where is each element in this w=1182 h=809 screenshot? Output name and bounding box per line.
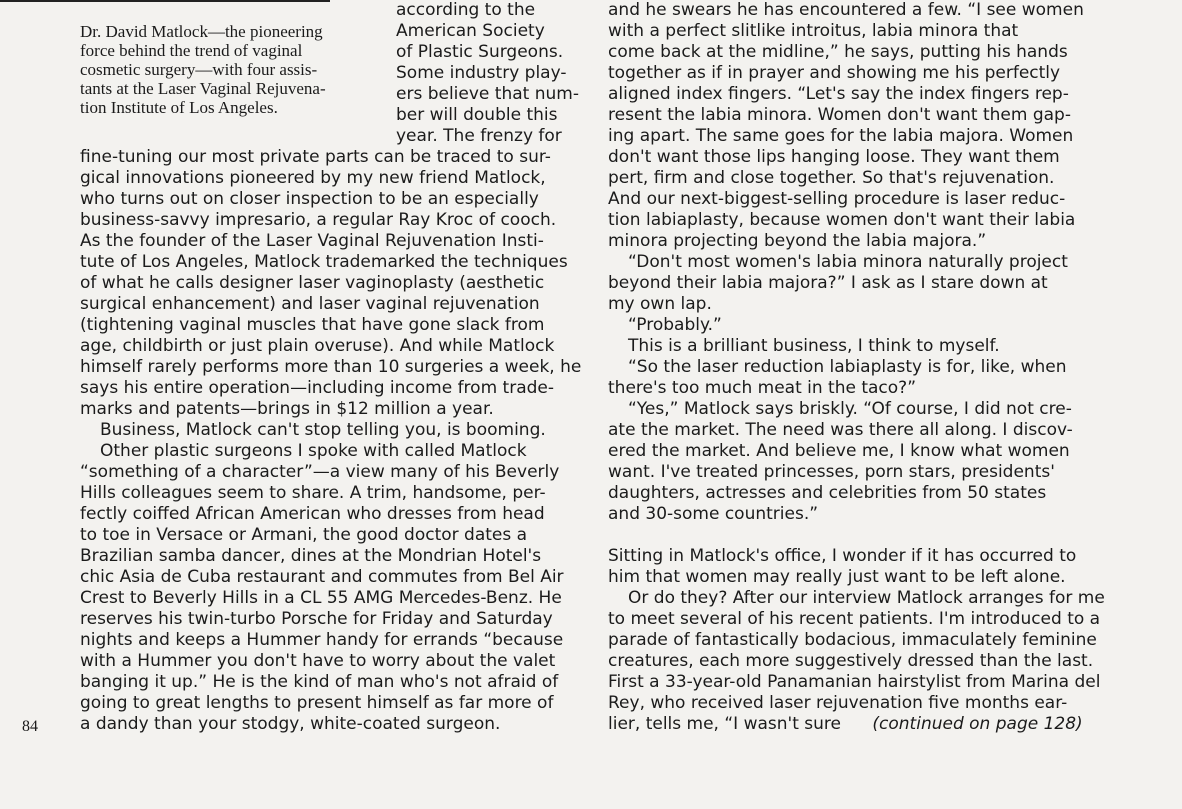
paragraph xyxy=(80,441,586,735)
text-line: to toe in Versace or Armani, the good doctor dates a xyxy=(80,525,528,545)
paragraph xyxy=(608,588,1115,714)
paragraph xyxy=(608,399,1115,525)
text-line: “something of a character”—a view many of his Beverly xyxy=(80,462,560,482)
text-line: says his entire operation—including income from trade- xyxy=(80,378,554,398)
text-line: reserves his twin-turbo Porsche for Friday and Saturday xyxy=(80,609,553,629)
text-line: “So the laser reduction labiaplasty is for, like, when xyxy=(628,357,1067,377)
paragraph xyxy=(608,252,1115,315)
top-rule xyxy=(0,0,330,2)
text-line: ate the market. The need was there all along. I discov- xyxy=(608,420,1073,440)
text-line: with a perfect slitlike introitus, labia minora that xyxy=(608,21,1019,41)
text-line: cosmetic surgery—with four assis- xyxy=(80,60,318,79)
text-line: chic Asia de Cuba restaurant and commutes from Bel Air xyxy=(80,567,564,587)
text-line: First a 33-year-old Panamanian hairstylist from Marina del xyxy=(608,672,1101,692)
section-break xyxy=(608,525,1115,546)
paragraph: This is a brilliant business, I think to myself. xyxy=(628,336,1000,356)
text-line: my own lap. xyxy=(608,294,712,314)
text-line: nights and keeps a Hummer handy for errands “because xyxy=(80,630,564,650)
paragraph: Business, Matlock can't stop telling you, is booming. xyxy=(100,420,546,440)
text-line: force behind the trend of vaginal xyxy=(80,41,303,60)
text-line: And our next-biggest-selling procedure is laser reduc- xyxy=(608,189,1066,209)
text-line: of Plastic Surgeons. xyxy=(396,42,564,62)
text-line: beyond their labia majora?” I ask as I stare down at xyxy=(608,273,1048,293)
text-line: parade of fantastically bodacious, immaculately feminine xyxy=(608,630,1097,650)
text-line: want. I've treated princesses, porn stars, presidents' xyxy=(608,462,1055,482)
text-line: Dr. David Matlock—the pioneering xyxy=(80,22,323,41)
text-line: tute of Los Angeles, Matlock trademarked the techniques xyxy=(80,252,568,272)
page-number: 84 xyxy=(22,718,38,735)
text-line: resent the labia minora. Women don't want them gap- xyxy=(608,105,1071,125)
text-line: Other plastic surgeons I spoke with called Matlock xyxy=(100,441,527,461)
text-line: tion Institute of Los Angeles. xyxy=(80,98,278,117)
text-line: don't want those lips hanging loose. They want them xyxy=(608,147,1060,167)
photo-caption xyxy=(80,22,380,117)
text-line: daughters, actresses and celebrities from 50 states xyxy=(608,483,1047,503)
text-line: surgical enhancement) and laser vaginal rejuvenation xyxy=(80,294,540,314)
text-line: ing apart. The same goes for the labia majora. Women xyxy=(608,126,1074,146)
text-line: Crest to Beverly Hills in a CL 55 AMG Mercedes-Benz. He xyxy=(80,588,562,608)
text-line: ered the market. And believe me, I know what women xyxy=(608,441,1070,461)
text-line: ers believe that num- xyxy=(396,84,579,104)
text-line: marks and patents—brings in $12 million a year. xyxy=(80,399,494,419)
text-line: and he swears he has encountered a few. “I see women xyxy=(608,0,1084,20)
text-line: pert, firm and close together. So that's rejuvenation. xyxy=(608,168,1055,188)
continued-note: (continued on page 128) xyxy=(872,714,1083,734)
text-line: according to the xyxy=(396,0,536,20)
column-2 xyxy=(608,0,1115,735)
text-line: fectly coiffed African American who dresses from head xyxy=(80,504,545,524)
text-line: banging it up.” He is the kind of man who's not afraid of xyxy=(80,672,559,692)
text-line: to meet several of his recent patients. I'm introduced to a xyxy=(608,609,1101,629)
text-line: come back at the midline,” he says, putting his hands xyxy=(608,42,1068,62)
text-line: minora projecting beyond the labia majora.” xyxy=(608,231,987,251)
text-line: Rey, who received laser rejuvenation five months ear- xyxy=(608,693,1068,713)
column-1 xyxy=(80,147,586,735)
text-line: there's too much meat in the taco?” xyxy=(608,378,917,398)
text-line: “Don't most women's labia minora naturally project xyxy=(628,252,1068,272)
text-line: (tightening vaginal muscles that have gone slack from xyxy=(80,315,545,335)
text-line: business-savvy impresario, a regular Ray Kroc of cooch. xyxy=(80,210,557,230)
text-line: and 30-some countries.” xyxy=(608,504,819,524)
text-line: with a Hummer you don't have to worry about the valet xyxy=(80,651,556,671)
text-line: fine-tuning our most private parts can be traced to sur- xyxy=(80,147,551,167)
text-line: a dandy than your stodgy, white-coated surgeon. xyxy=(80,714,501,734)
text-line: Brazilian samba dancer, dines at the Mondrian Hotel's xyxy=(80,546,542,566)
text-line: Or do they? After our interview Matlock arranges for me xyxy=(628,588,1105,608)
text-line: As the founder of the Laser Vaginal Rejuvenation Insti- xyxy=(80,231,544,251)
paragraph xyxy=(608,357,1115,399)
text-line: Sitting in Matlock's office, I wonder if it has occurred to xyxy=(608,546,1077,566)
text-line: together as if in prayer and showing me his perfectly xyxy=(608,63,1061,83)
last-line-text: lier, tells me, “I wasn't sure xyxy=(608,714,841,734)
paragraph xyxy=(608,0,1115,252)
text-line: Hills colleagues seem to share. A trim, handsome, per- xyxy=(80,483,546,503)
text-line: “Yes,” Matlock says briskly. “Of course, I did not cre- xyxy=(628,399,1072,419)
text-line: him that women may really just want to be left alone. xyxy=(608,567,1066,587)
paragraph xyxy=(608,546,1115,588)
text-line: creatures, each more suggestively dressed than the last. xyxy=(608,651,1094,671)
text-line: himself rarely performs more than 10 surgeries a week, he xyxy=(80,357,582,377)
text-line: year. The frenzy for xyxy=(396,126,562,146)
text-line: Some industry play- xyxy=(396,63,567,83)
paragraph: “Probably.” xyxy=(628,315,722,335)
text-line: American Society xyxy=(396,21,545,41)
text-line: age, childbirth or just plain overuse). And while Matlock xyxy=(80,336,555,356)
text-line: aligned index fingers. “Let's say the index fingers rep- xyxy=(608,84,1069,104)
text-line: going to great lengths to present himself as far more of xyxy=(80,693,554,713)
text-line: gical innovations pioneered by my new friend Matlock, xyxy=(80,168,546,188)
text-line: tants at the Laser Vaginal Rejuvena- xyxy=(80,79,326,98)
text-line: tion labiaplasty, because women don't want their labia xyxy=(608,210,1076,230)
paragraph xyxy=(80,147,586,420)
column-1-top-text xyxy=(396,0,586,147)
text-line: who turns out on closer inspection to be an especially xyxy=(80,189,539,209)
text-line: of what he calls designer laser vaginoplasty (aesthetic xyxy=(80,273,545,293)
text-line: ber will double this xyxy=(396,105,558,125)
last-line xyxy=(608,714,1115,735)
